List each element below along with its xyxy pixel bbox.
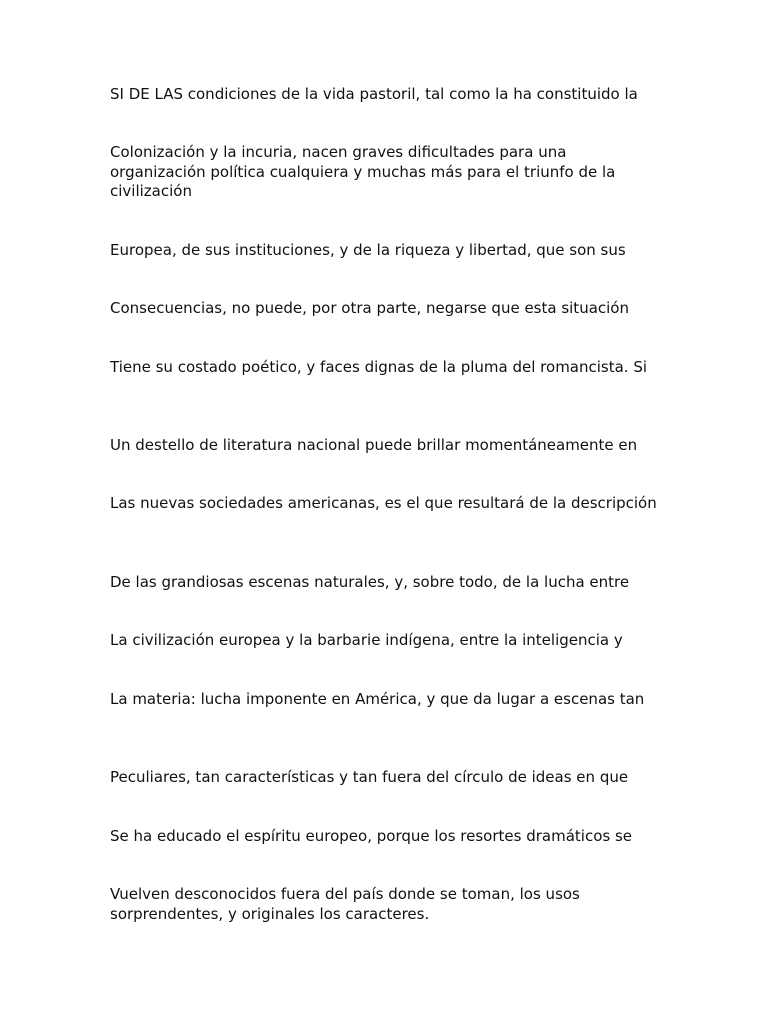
paragraph-6: Un destello de literatura nacional puede brillar momentáneamente en xyxy=(110,436,638,454)
paragraph-9: La civilización europea y la barbarie indígena, entre la inteligencia y xyxy=(110,631,623,649)
paragraph-5: Tiene su costado poético, y faces dignas de la pluma del romancista. Si xyxy=(110,358,648,376)
paragraph-11: Peculiares, tan características y tan fuera del círculo de ideas en que xyxy=(110,768,629,786)
paragraph-1: SI DE LAS condiciones de la vida pastoril, tal como la ha constituido la xyxy=(110,85,638,103)
paragraph-8: De las grandiosas escenas naturales, y, sobre todo, de la lucha entre xyxy=(110,573,630,591)
paragraph-10: La materia: lucha imponente en América, y que da lugar a escenas tan xyxy=(110,690,645,708)
paragraph-12: Se ha educado el espíritu europeo, porque los resortes dramáticos se xyxy=(110,827,633,845)
paragraph-13: Vuelven desconocidos fuera del país donde se toman, los usos sorprendentes, y originales los caracteres. xyxy=(110,885,580,923)
paragraph-4: Consecuencias, no puede, por otra parte, negarse que esta situación xyxy=(110,299,629,317)
paragraph-3: Europea, de sus instituciones, y de la riqueza y libertad, que son sus xyxy=(110,241,626,259)
paragraph-2: Colonización y la incuria, nacen graves dificultades para una organización política cualquiera y muchas más para el triunfo de la civilización xyxy=(110,143,616,200)
paragraph-7: Las nuevas sociedades americanas, es el que resultará de la descripción xyxy=(110,494,657,512)
